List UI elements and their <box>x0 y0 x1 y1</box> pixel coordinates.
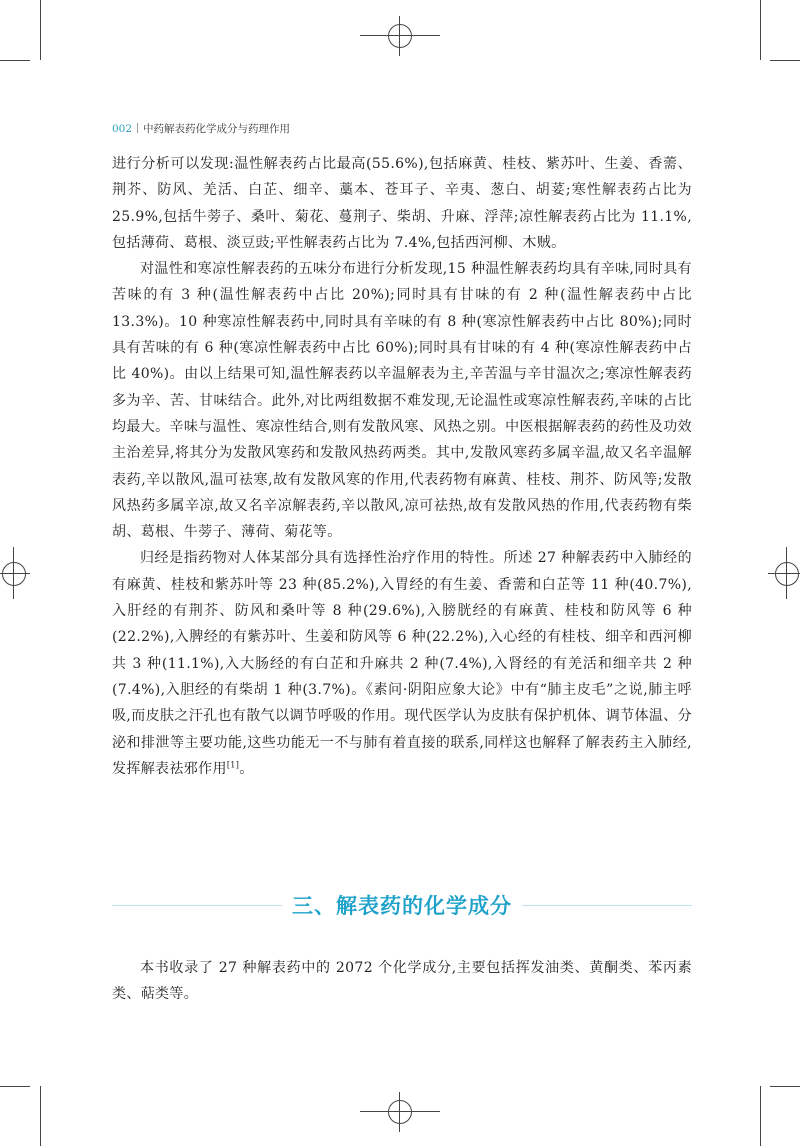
paragraph-text: 归经是指药物对人体某部分具有选择性治疗作用的特性。所述 27 种解表药中入肺经的有麻黄、桂枝和紫苏叶等 23 种(85.2%),入胃经的有生姜、香薷和白芷等 11 种(40.7%),入肝经的有荆芥、防风和桑叶等 8 种(29.6%),入膀胱经的有麻黄、桂枝和防风等 6 种(22.2%),入脾经的有紫苏叶、生姜和防风等 6 种(22.2%),入心经的有桂枝、细辛和西河柳共 3 种(11.1%),入大肠经的有白芷和升麻共 2 种(7.4%),入肾经的有羌活和细辛共 2 种(7.4%),入胆经的有柴胡 1 种(3.7%)。《素问·阴阳应象大论》中有“肺主皮毛”之说,肺主呼吸,而皮肤之汗孔也有散气以调节呼吸的作用。现代医学认为皮肤有保护机体、调节体温、分泌和排泄等主要功能,这些功能无一不与肺有着直接的联系,同样这也解释了解表药主入肺经,发挥解表祛邪作用 <box>112 550 692 777</box>
registration-mark-right <box>768 533 800 613</box>
section-heading <box>112 886 692 922</box>
body-text <box>112 151 692 782</box>
citation: [1] <box>226 760 240 770</box>
section-title: 三、解表药的化学成分 <box>282 894 522 918</box>
section-body <box>112 955 692 1008</box>
crop-mark <box>760 1086 761 1146</box>
registration-mark-bottom <box>360 1092 440 1132</box>
running-header <box>112 121 290 136</box>
paragraph: 进行分析可以发现:温性解表药占比最高(55.6%),包括麻黄、桂枝、紫苏叶、生姜、香薷、荆芥、防风、羌活、白芷、细辛、藁本、苍耳子、辛夷、葱白、胡荽;寒性解表药占比为 25.9%,包括牛蒡子、桑叶、菊花、蔓荆子、柴胡、升麻、浮萍;凉性解表药占比为 11.1%,包括薄荷、葛根、淡豆豉;平性解表药占比为 7.4%,包括西河柳、木贼。 <box>112 156 692 251</box>
crop-mark <box>40 1086 41 1146</box>
crop-mark <box>760 0 761 60</box>
crop-mark <box>40 0 41 60</box>
crop-mark <box>0 1086 30 1087</box>
book-title: 中药解表药化学成分与药理作用 <box>143 123 291 135</box>
registration-mark-top <box>360 16 440 56</box>
crop-mark <box>770 60 800 61</box>
crop-mark <box>770 1086 800 1087</box>
header-divider <box>137 123 138 133</box>
paragraph <box>112 545 692 782</box>
crop-mark <box>0 60 30 61</box>
paragraph: 本书收录了 27 种解表药中的 2072 个化学成分,主要包括挥发油类、黄酮类、苯丙素类、萜类等。 <box>112 960 692 1003</box>
paragraph: 对温性和寒凉性解表药的五味分布进行分析发现,15 种温性解表药均具有辛味,同时具有苦味的有 3 种(温性解表药中占比 20%);同时具有甘味的有 2 种(温性解表药中占比 13.3%)。10 种寒凉性解表药中,同时具有辛味的有 8 种(寒凉性解表药中占比 80%);同时具有苦味的有 6 种(寒凉性解表药中占比 60%);同时具有甘味的有 4 种(寒凉性解表药中占比 40%)。由以上结果可知,温性解表药以辛温解表为主,辛苦温与辛甘温次之;寒凉性解表药多为辛、苦、甘味结合。此外,对比两组数据不难发现,无论温性或寒凉性解表药,辛味的占比均最大。辛味与温性、寒凉性结合,则有发散风寒、风热之别。中医根据解表药的药性及功效主治差异,将其分为发散风寒药和发散风热药两类。其中,发散风寒药多属辛温,故又名辛温解表药,辛以散风,温可祛寒,故有发散风寒的作用,代表药物有麻黄、桂枝、荆芥、防风等;发散风热药多属辛凉,故又名辛凉解表药,辛以散风,凉可祛热,故有发散风热的作用,代表药物有柴胡、葛根、牛蒡子、薄荷、菊花等。 <box>112 261 692 541</box>
registration-mark-left <box>0 533 40 613</box>
paragraph-end: 。 <box>239 760 254 777</box>
page-number: 002 <box>112 123 133 135</box>
